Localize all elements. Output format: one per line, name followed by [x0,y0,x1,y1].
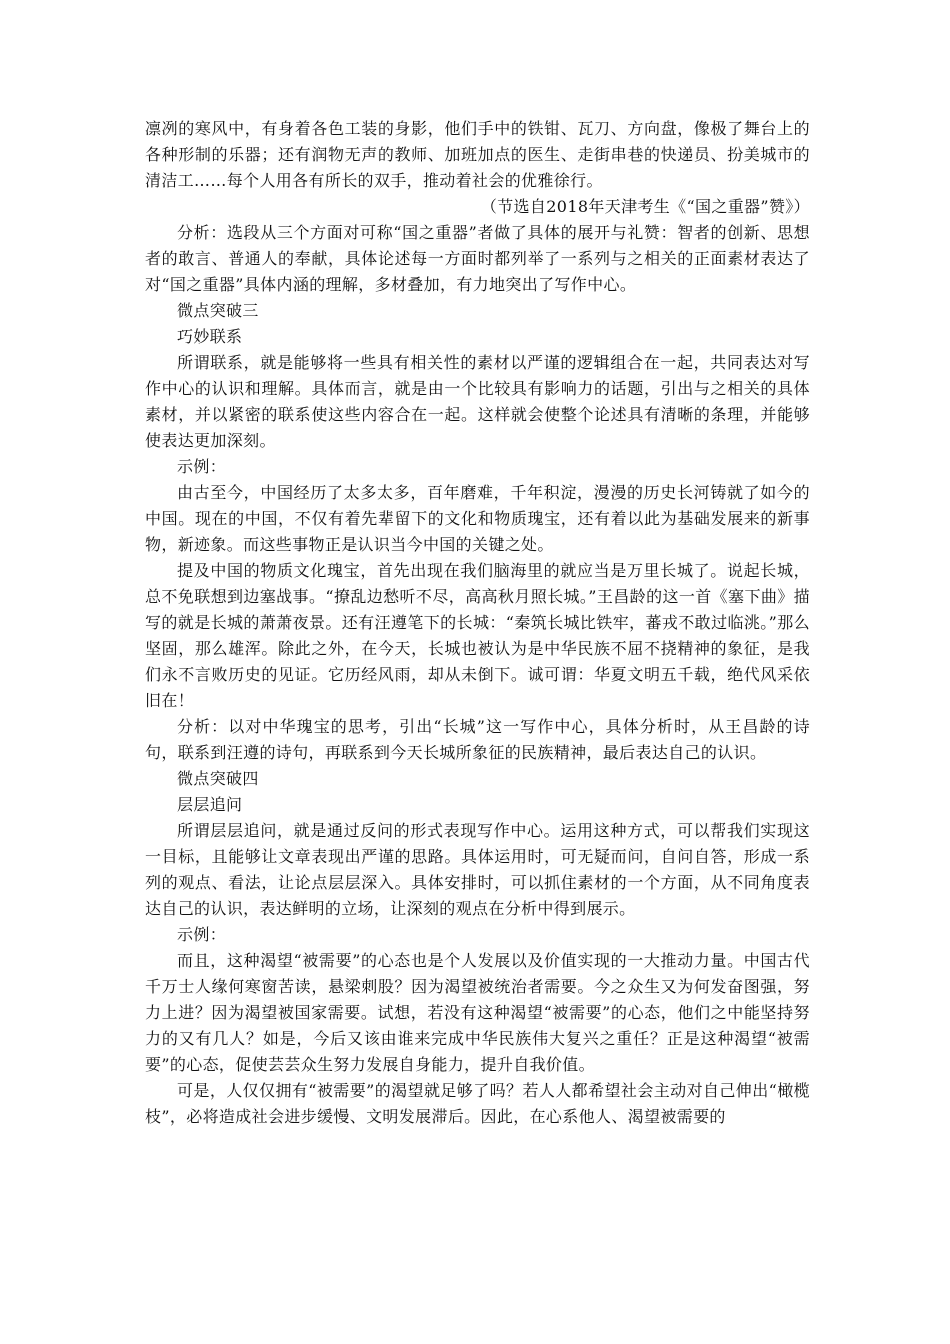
paragraph-analysis-1: 分析：选段从三个方面对可称“国之重器”者做了具体的展开与礼赞：智者的创新、思想者的敢言、普通人的奉献，具体论述每一方面时都列举了一系列与之相关的正面素材表达了对“国之重器”具体内涵的理解，多材叠加，有力地突出了写作中心。 [145,223,810,294]
excerpt-source: （节选自2018年天津考生《“国之重器”赞》） [480,197,810,216]
paragraph-analysis-3: 分析：以对中华瑰宝的思考，引出“长城”这一写作中心，具体分析时，从王昌龄的诗句，联系到汪遵的诗句，再联系到今天长城所象征的民族精神，最后表达自己的认识。 [145,717,810,762]
paragraph-example-4b: 可是，人仅仅拥有“被需要”的渴望就足够了吗？若人人都希望社会主动对自己伸出“橄榄枝”，必将造成社会进步缓慢、文明发展滞后。因此，在心系他人、渴望被需要的 [145,1081,810,1126]
paragraph-example-3a: 由古至今，中国经历了太多太多，百年磨难，千年积淀，漫漫的历史长河铸就了如今的中国。现在的中国，不仅有着先辈留下的文化和物质瑰宝，还有着以此为基础发展来的新事物，新迹象。而这些事物正是认识当今中国的关键之处。 [145,483,810,554]
paragraph-definition-3: 所谓联系，就是能够将一些具有相关性的素材以严谨的逻辑组合在一起，共同表达对写作中心的认识和理解。具体而言，就是由一个比较具有影响力的话题，引出与之相关的具体素材，并以紧密的联系使这些内容合在一起。这样就会使整个论述具有清晰的条理，并能够使表达更加深刻。 [145,353,810,450]
example-label-3: 示例： [177,457,227,476]
paragraph-definition-4: 所谓层层追问，就是通过反问的形式表现写作中心。运用这种方式，可以帮我们实现这一目标，且能够让文章表现出严谨的思路。具体运用时，可无疑而问，自问自答，形成一系列的观点、看法，让论点层层深入。具体安排时，可以抓住素材的一个方面，从不同角度表达自己的认识，表达鲜明的立场，让深刻的观点在分析中得到展示。 [145,821,810,918]
document-body [145,116,810,1130]
paragraph-excerpt-end: 凛冽的寒风中，有身着各色工装的身影，他们手中的铁钳、瓦刀、方向盘，像极了舞台上的各种形制的乐器；还有润物无声的教师、加班加点的医生、走街串巷的快递员、扮美城市的清洁工……每个人用各有所长的双手，推动着社会的优雅徐行。 [145,119,810,190]
example-label-4: 示例： [177,925,227,944]
section-subheading-3: 巧妙联系 [177,327,243,346]
section-heading-3: 微点突破三 [177,301,259,320]
section-heading-4: 微点突破四 [177,769,259,788]
section-subheading-4: 层层追问 [177,795,243,814]
paragraph-example-3b: 提及中国的物质文化瑰宝，首先出现在我们脑海里的就应当是万里长城了。说起长城，总不免联想到边塞战事。“撩乱边愁听不尽，高高秋月照长城。”王昌龄的这一首《塞下曲》描写的就是长城的萧萧夜景。还有汪遵笔下的长城：“秦筑长城比铁牢，蕃戎不敢过临洮。”那么坚固，那么雄浑。除此之外，在今天，长城也被认为是中华民族不屈不挠精神的象征，是我们永不言败历史的见证。它历经风雨，却从未倒下。诚可谓：华夏文明五千载，绝代风采依旧在！ [145,561,810,710]
paragraph-example-4a: 而且，这种渴望“被需要”的心态也是个人发展以及价值实现的一大推动力量。中国古代千万士人缘何寒窗苦读，悬梁刺股？因为渴望被统治者需要。今之众生又为何发奋图强，努力上进？因为渴望被国家需要。试想，若没有这种渴望“被需要”的心态，他们之中能坚持努力的又有几人？如是，今后又该由谁来完成中华民族伟大复兴之重任？正是这种渴望“被需要”的心态，促使芸芸众生努力发展自身能力，提升自我价值。 [145,951,810,1074]
